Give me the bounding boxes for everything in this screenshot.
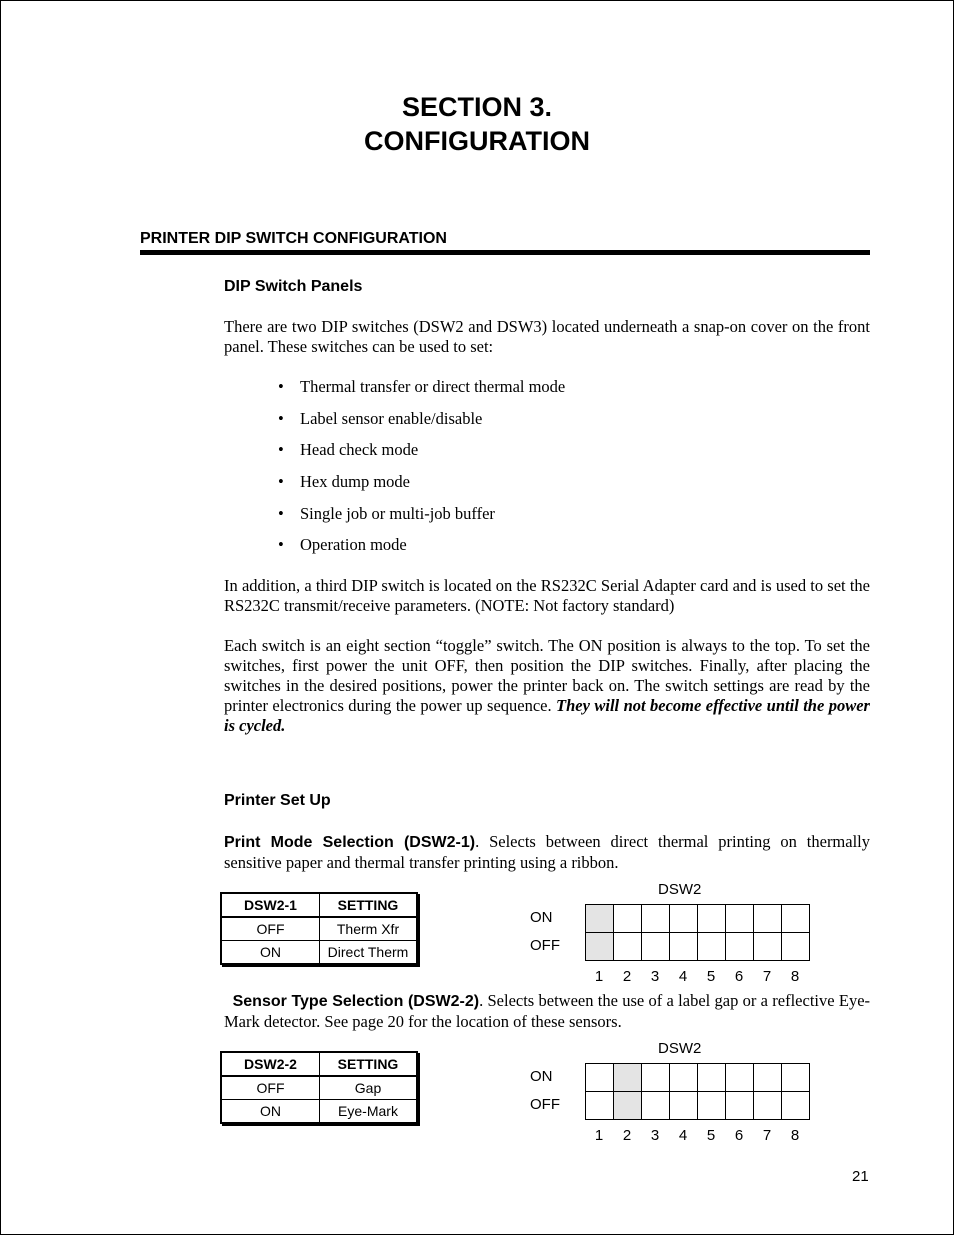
list-item: • Operation mode (278, 535, 407, 555)
list-item: • Single job or multi-job buffer (278, 503, 495, 523)
table-row: OFF Gap (221, 1076, 417, 1100)
switch-grid (585, 904, 810, 961)
list-item: • Thermal transfer or direct thermal mode (278, 377, 566, 396)
table-row: OFF Therm Xfr (221, 917, 417, 941)
feature-list (278, 377, 565, 567)
list-item: • Hex dump mode (278, 472, 410, 492)
dsw2-diagram-1: DSW2 ON OFF 1 2 3 4 5 6 7 8 (530, 881, 820, 986)
dsw2-1-table: DSW2-1 SETTING OFF Therm Xfr ON Direct Therm (220, 892, 418, 965)
list-item: • Head check mode (278, 440, 419, 460)
emphasis-text: They will not become effective until the power is cycled. (224, 696, 870, 735)
page-number: 21 (852, 1168, 869, 1185)
list-item: • Label sensor enable/disable (278, 408, 483, 428)
section-heading: PRINTER DIP SWITCH CONFIGURATION (140, 230, 447, 247)
toggle-paragraph: Each switch is an eight section “toggle” switch. The ON position is always to the top. To set the switches, first power the unit OFF, then position the DIP switches. Finally, after placing the switches in the desired positions, power the printer back on. The switch settings are read by the printer electronics during the power up sequence. They will not become effective until the power is cycled. (224, 636, 870, 735)
rs232-paragraph: In addition, a third DIP switch is located on the RS232C Serial Adapter card and is used to set the RS232C transmit/receive parameters. (NOTE: Not factory standard) (224, 576, 870, 615)
table-row: ON Direct Therm (221, 941, 417, 965)
title-line-1: SECTION 3. (401, 92, 553, 122)
title-line-2: CONFIGURATION (364, 126, 590, 156)
intro-paragraph: There are two DIP switches (DSW2 and DSW3) located underneath a snap-on cover on the front panel. These switches can be used to set: (224, 317, 870, 356)
dsw2-2-table: DSW2-2 SETTING OFF Gap ON Eye-Mark (220, 1051, 418, 1124)
table-row: ON Eye-Mark (221, 1100, 417, 1124)
page-title (0, 90, 954, 158)
dsw2-diagram-2: DSW2 ON OFF 1 2 3 4 5 6 7 8 (530, 1040, 820, 1145)
print-mode-paragraph: Print Mode Selection (DSW2-1). Selects between direct thermal printing on thermally sensitive paper and thermal transfer printing using a ribbon. (224, 832, 871, 872)
section-rule (140, 250, 870, 255)
dip-panels-heading: DIP Switch Panels (224, 278, 363, 295)
sensor-type-paragraph: Sensor Type Selection (DSW2-2). Selects between the use of a label gap or a reflective Eye-Mark detector. See page 20 for the location of these sensors. (224, 991, 871, 1031)
switch-grid (585, 1063, 810, 1120)
setup-heading: Printer Set Up (224, 792, 331, 809)
